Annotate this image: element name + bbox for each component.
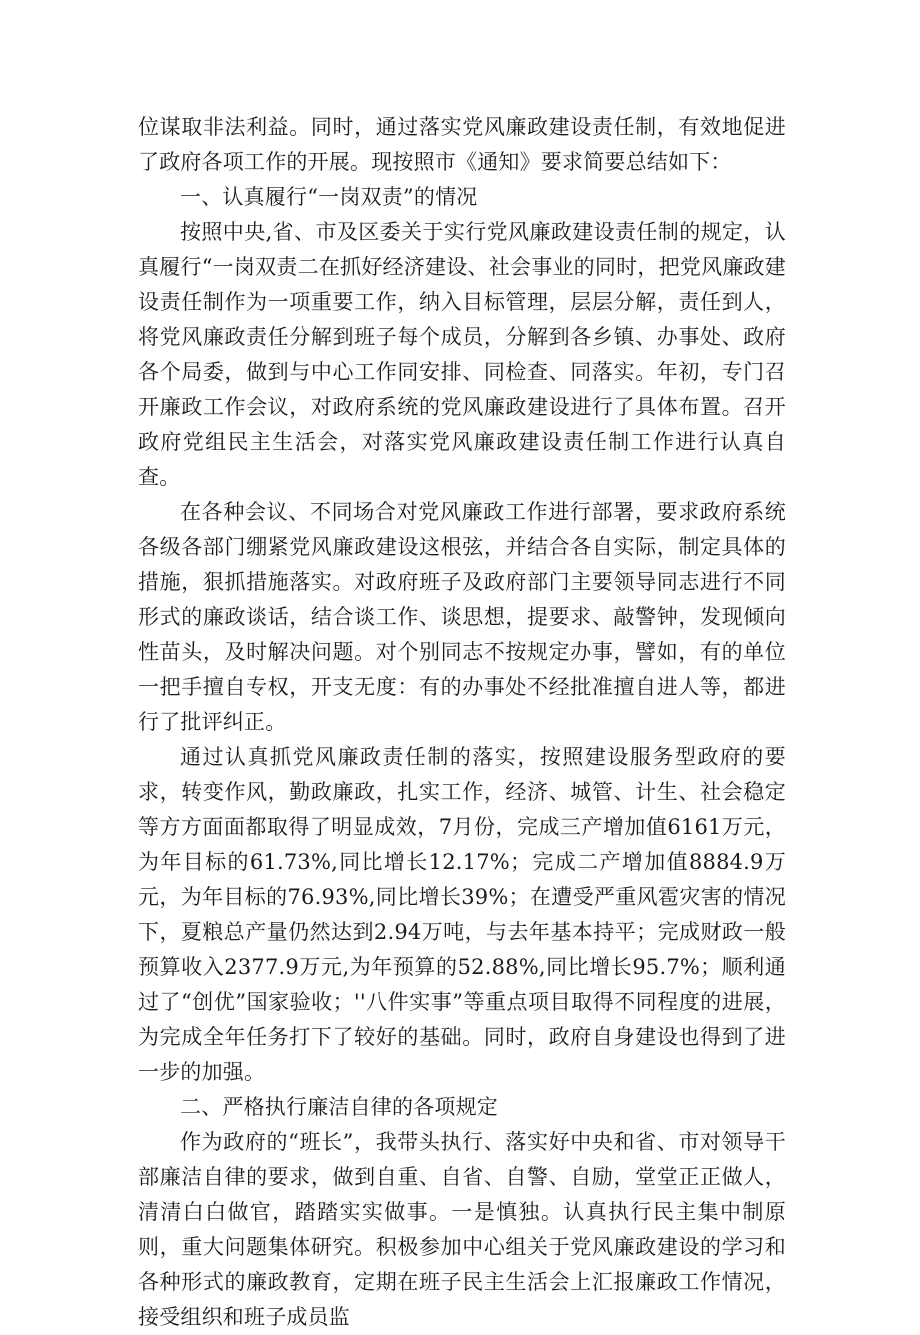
- paragraph-self-discipline: 作为政府的“班长”，我带头执行、落实好中央和省、市对领导干部廉洁自律的要求，做到自重、自省、自警、自励，堂堂正正做人，清清白白做官，踏踏实实做事。一是慎独。认真执行民主集中制原则，重大问题集体研究。积极参加中心组关于党风廉政建设的学习和各种形式的廉政教育，定期在班子民主生活会上汇报廉政工作情况，接受组织和班子成员监: [138, 1130, 786, 1329]
- paragraph-responsibility: 按照中央,省、市及区委关于实行党风廉政建设责任制的规定，认真履行“一岗双责二在抓好经济建设、社会事业的同时，把党风廉政建设责任制作为一项重要工作，纳入目标管理，层层分解，责任到人，将党风廉政责任分解到班子每个成员，分解到各乡镇、办事处、政府各个局委，做到与中心工作同安排、同检查、同落实。年初，专门召开廉政工作会议，对政府系统的党风廉政建设进行了具体布置。召开政府党组民主生活会，对落实党风廉政建设责任制工作进行认真自查。: [138, 220, 786, 489]
- paragraph-intro-continuation: 位谋取非法利益。同时，通过落实党风廉政建设责任制，有效地促进了政府各项工作的开展。现按照市《通知》要求简要总结如下：: [138, 115, 786, 174]
- paragraph-results: 通过认真抓党风廉政责任制的落实，按照建设服务型政府的要求，转变作风，勤政廉政，扎实工作，经济、城管、计生、社会稳定等方方面面都取得了明显成效，7月份，完成三产增加值6161万元，为年目标的61.73%,同比增长12.17%；完成二产增加值8884.9万元，为年目标的76.93%,同比增长39%；在遭受严重风雹灾害的情况下，夏粮总产量仍然达到2.94万吨，与去年基本持平；完成财政一般预算收入2377.9万元,为年预算的52.88%,同比增长95.7%；顺利通过了“创优”国家验收；''八件实事”等重点项目取得不同程度的进展，为完成全年任务打下了较好的基础。同时，政府自身建设也得到了进一步的加强。: [138, 745, 786, 1084]
- document-page: [138, 110, 786, 1335]
- section-heading-1: 一、认真履行“一岗双责”的情况: [180, 185, 478, 209]
- paragraph-deployment: 在各种会议、不同场合对党风廉政工作进行部署，要求政府系统各级各部门绷紧党风廉政建设这根弦，并结合各自实际，制定具体的措施，狠抓措施落实。对政府班子及政府部门主要领导同志进行不同形式的廉政谈话，结合谈工作、谈思想，提要求、敲警钟，发现倾向性苗头，及时解决问题。对个别同志不按规定办事，譬如，有的单位一把手擅自专权，开支无度：有的办事处不经批准擅自进人等，都进行了批评纠正。: [138, 500, 786, 734]
- section-heading-2: 二、严格执行廉洁自律的各项规定: [180, 1095, 498, 1119]
